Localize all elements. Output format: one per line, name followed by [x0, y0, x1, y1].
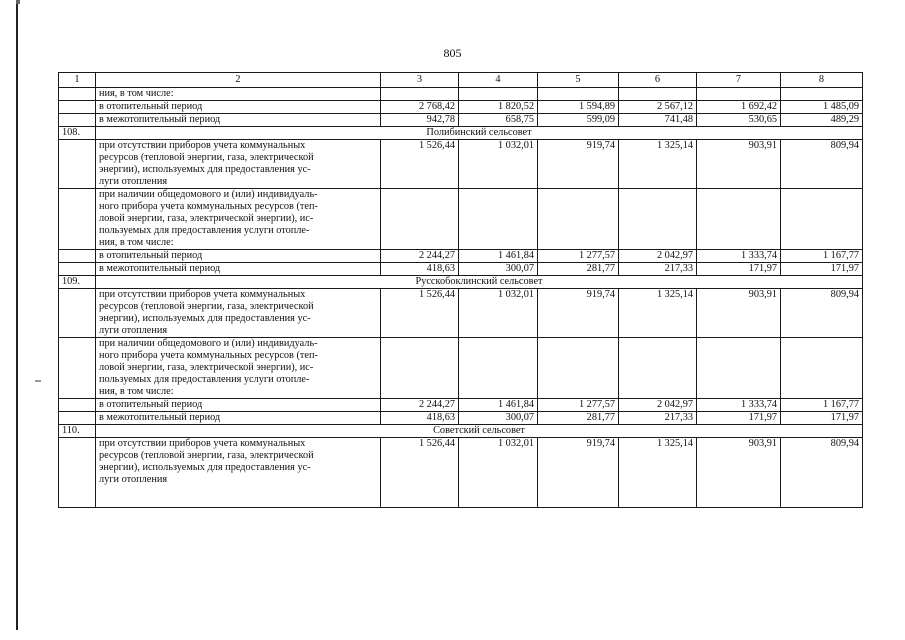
with-meters-row [59, 189, 863, 250]
description-line: луги отопления [99, 176, 168, 187]
description-cell [96, 140, 381, 189]
index-cell [59, 289, 96, 338]
description-cell: ния, в том числе: [96, 88, 381, 101]
value-cell: 2 042,97 [619, 250, 697, 263]
value-cell: 171,97 [781, 263, 863, 276]
value-cell: 1 526,44 [381, 289, 459, 338]
description-line: при отсутствии приборов учета коммунальных [99, 140, 306, 151]
value-cell: 809,94 [781, 438, 863, 508]
description-line: ния, в том числе: [99, 237, 174, 248]
description-line: при отсутствии приборов учета коммунальных [99, 438, 306, 449]
value-cell: 741,48 [619, 114, 697, 127]
value-cell: 1 526,44 [381, 140, 459, 189]
value-cell: 1 325,14 [619, 438, 697, 508]
value-cell [459, 88, 538, 101]
value-cell: 2 244,27 [381, 250, 459, 263]
value-cell: 2 768,42 [381, 101, 459, 114]
section-row [59, 276, 863, 289]
description-cell: в межотопительный период [96, 114, 381, 127]
council-name: Советский сельсовет [96, 425, 863, 438]
description-line: энергии), используемых для предоставления ус- [99, 462, 311, 473]
value-cell: 530,65 [697, 114, 781, 127]
value-cell: 919,74 [538, 289, 619, 338]
section-index: 109. [59, 276, 96, 289]
value-cell: 919,74 [538, 438, 619, 508]
scan-top-mark [16, 0, 20, 4]
value-cell [459, 189, 538, 250]
description-cell [96, 189, 381, 250]
description-line: ресурсов (тепловой энергии, газа, электрической [99, 152, 314, 163]
description-cell [96, 338, 381, 399]
heating-row [59, 250, 863, 263]
index-cell [59, 338, 96, 399]
section-row [59, 127, 863, 140]
index-cell [59, 399, 96, 412]
value-cell: 418,63 [381, 412, 459, 425]
offheating-row [59, 412, 863, 425]
column-header: 6 [619, 73, 697, 88]
scan-left-edge [16, 0, 18, 630]
index-cell [59, 140, 96, 189]
value-cell: 1 167,77 [781, 399, 863, 412]
section-index: 110. [59, 425, 96, 438]
description-line: луги отопления [99, 325, 168, 336]
description-line: энергии), используемых для предоставления ус- [99, 164, 311, 175]
tariff-table [58, 72, 863, 508]
index-cell [59, 114, 96, 127]
value-cell [697, 338, 781, 399]
value-cell: 281,77 [538, 263, 619, 276]
description-line: луги отопления [99, 474, 168, 485]
column-header: 1 [59, 73, 96, 88]
value-cell [459, 338, 538, 399]
value-cell: 1 485,09 [781, 101, 863, 114]
value-cell: 171,97 [697, 263, 781, 276]
description-cell: в межотопительный период [96, 263, 381, 276]
value-cell: 1 333,74 [697, 250, 781, 263]
value-cell [381, 88, 459, 101]
section-row [59, 425, 863, 438]
value-cell: 1 692,42 [697, 101, 781, 114]
index-cell [59, 101, 96, 114]
description-cell: в отопительный период [96, 399, 381, 412]
value-cell: 300,07 [459, 263, 538, 276]
description-line: пользуемых для предоставления услуги отопле- [99, 225, 310, 236]
description-line: ловой энергии, газа, электрической энергии), ис- [99, 213, 314, 224]
value-cell: 418,63 [381, 263, 459, 276]
value-cell: 2 042,97 [619, 399, 697, 412]
value-cell [538, 88, 619, 101]
value-cell: 919,74 [538, 140, 619, 189]
index-cell [59, 189, 96, 250]
value-cell [781, 88, 863, 101]
value-cell: 809,94 [781, 289, 863, 338]
scan-margin-mark [35, 380, 41, 382]
index-cell [59, 263, 96, 276]
value-cell: 1 461,84 [459, 250, 538, 263]
value-cell [697, 189, 781, 250]
column-header: 2 [96, 73, 381, 88]
value-cell: 1 032,01 [459, 438, 538, 508]
value-cell: 1 277,57 [538, 250, 619, 263]
value-cell: 903,91 [697, 140, 781, 189]
value-cell [381, 189, 459, 250]
section-index: 108. [59, 127, 96, 140]
value-cell: 1 277,57 [538, 399, 619, 412]
description-cell [96, 289, 381, 338]
continuation-row [59, 88, 863, 101]
description-line: ресурсов (тепловой энергии, газа, электрической [99, 301, 314, 312]
description-line: ресурсов (тепловой энергии, газа, электрической [99, 450, 314, 461]
value-cell: 281,77 [538, 412, 619, 425]
value-cell [781, 338, 863, 399]
description-line: при отсутствии приборов учета коммунальных [99, 289, 306, 300]
value-cell: 300,07 [459, 412, 538, 425]
description-cell: в отопительный период [96, 250, 381, 263]
without-meters-row [59, 438, 863, 508]
description-cell: в межотопительный период [96, 412, 381, 425]
value-cell: 1 325,14 [619, 140, 697, 189]
description-line: при наличии общедомового и (или) индивидуаль- [99, 338, 318, 349]
value-cell: 809,94 [781, 140, 863, 189]
column-header: 3 [381, 73, 459, 88]
index-cell [59, 438, 96, 508]
index-cell [59, 250, 96, 263]
value-cell: 1 325,14 [619, 289, 697, 338]
offheating-row [59, 263, 863, 276]
heating-row [59, 101, 863, 114]
description-line: ловой энергии, газа, электрической энергии), ис- [99, 362, 314, 373]
description-cell [96, 438, 381, 508]
value-cell: 217,33 [619, 263, 697, 276]
value-cell [538, 189, 619, 250]
value-cell [619, 338, 697, 399]
description-line: энергии), используемых для предоставления ус- [99, 313, 311, 324]
index-cell [59, 412, 96, 425]
offheating-row [59, 114, 863, 127]
column-header: 7 [697, 73, 781, 88]
value-cell: 489,29 [781, 114, 863, 127]
value-cell: 171,97 [697, 412, 781, 425]
column-header: 5 [538, 73, 619, 88]
value-cell: 1 167,77 [781, 250, 863, 263]
value-cell [619, 189, 697, 250]
heating-row [59, 399, 863, 412]
index-cell [59, 88, 96, 101]
council-name: Русскобоклинский сельсовет [96, 276, 863, 289]
value-cell: 903,91 [697, 438, 781, 508]
value-cell: 903,91 [697, 289, 781, 338]
description-line: ния, в том числе: [99, 386, 174, 397]
value-cell [381, 338, 459, 399]
value-cell: 171,97 [781, 412, 863, 425]
with-meters-row [59, 338, 863, 399]
description-line: при наличии общедомового и (или) индивидуаль- [99, 189, 318, 200]
value-cell [538, 338, 619, 399]
value-cell: 1 820,52 [459, 101, 538, 114]
page-number: 805 [443, 46, 462, 60]
value-cell: 2 244,27 [381, 399, 459, 412]
value-cell [697, 88, 781, 101]
value-cell: 599,09 [538, 114, 619, 127]
value-cell: 1 461,84 [459, 399, 538, 412]
value-cell: 217,33 [619, 412, 697, 425]
value-cell [619, 88, 697, 101]
description-line: ного прибора учета коммунальных ресурсов (теп- [99, 201, 318, 212]
value-cell: 2 567,12 [619, 101, 697, 114]
table-body [59, 73, 863, 508]
value-cell [781, 189, 863, 250]
column-header: 4 [459, 73, 538, 88]
header-row [59, 73, 863, 88]
council-name: Полибинский сельсовет [96, 127, 863, 140]
value-cell: 658,75 [459, 114, 538, 127]
value-cell: 1 594,89 [538, 101, 619, 114]
value-cell: 1 333,74 [697, 399, 781, 412]
value-cell: 1 032,01 [459, 140, 538, 189]
value-cell: 1 032,01 [459, 289, 538, 338]
description-line: пользуемых для предоставления услуги отопле- [99, 374, 310, 385]
column-header: 8 [781, 73, 863, 88]
without-meters-row [59, 140, 863, 189]
description-cell: в отопительный период [96, 101, 381, 114]
value-cell: 1 526,44 [381, 438, 459, 508]
description-line: ного прибора учета коммунальных ресурсов (теп- [99, 350, 318, 361]
value-cell: 942,78 [381, 114, 459, 127]
without-meters-row [59, 289, 863, 338]
